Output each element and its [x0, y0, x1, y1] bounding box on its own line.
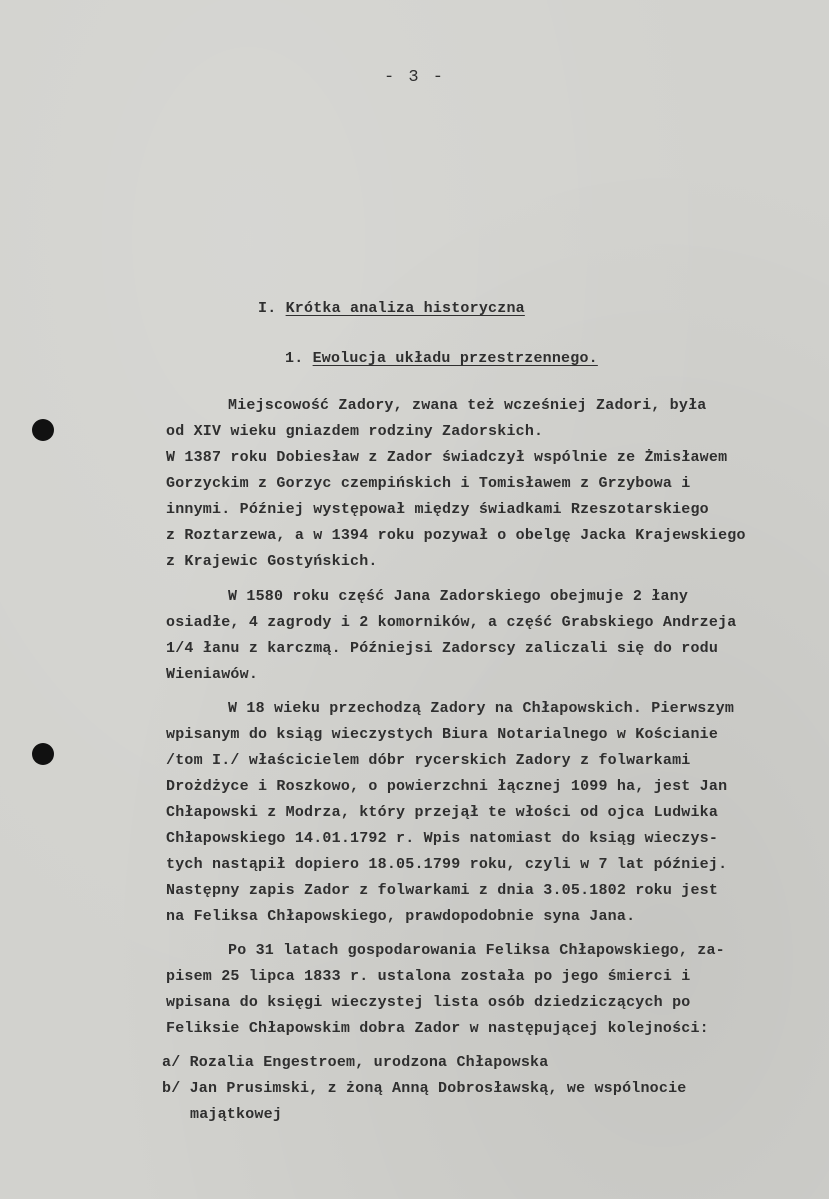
list-item-continuation: majątkowej: [190, 1106, 283, 1123]
text-line: Następny zapis Zador z folwarkami z dnia 3.05.1802 roku jest: [166, 882, 719, 899]
text-line: wpisanym do ksiąg wieczystych Biura Notarialnego w Kościanie: [166, 726, 719, 743]
text-line: na Feliksa Chłapowskiego, prawdopodobnie syna Jana.: [166, 908, 636, 925]
text-line: wpisana do księgi wieczystej lista osób dziedziczących po: [166, 994, 691, 1011]
subsection-number: 1.: [285, 350, 304, 367]
section-title: Krótka analiza historyczna: [285, 300, 525, 317]
text-line: /tom I./ właścicielem dóbr rycerskich Zadory z folwarkami: [166, 752, 691, 769]
text-line: Gorzyckim z Gorzyc czempińskich i Tomisławem z Grzybowa i: [166, 475, 691, 492]
text-line: Chłapowskiego 14.01.1792 r. Wpis natomiast do ksiąg wieczys-: [166, 830, 719, 847]
text-line: Wieniawów.: [166, 666, 259, 683]
text-line: z Roztarzewa, a w 1394 roku pozywał o obelgę Jacka Krajewskiego: [166, 527, 746, 544]
text-line: 1/4 łanu z karczmą. Późniejsi Zadorscy zaliczali się do rodu: [166, 640, 719, 657]
list-item: b/ Jan Prusimski, z żoną Anną Dobrosławską, we wspólnocie: [162, 1080, 687, 1097]
page-number: - 3 -: [383, 68, 445, 87]
text-line: Feliksie Chłapowskim dobra Zador w następującej kolejności:: [166, 1020, 709, 1037]
punch-hole-bottom: [32, 743, 54, 765]
subsection-title: Ewolucja układu przestrzennego.: [312, 350, 598, 367]
text-line: osiadłe, 4 zagrody i 2 komorników, a część Grabskiego Andrzeja: [166, 614, 737, 631]
text-line: W 1387 roku Dobiesław z Zador świadczył wspólnie ze Żmisławem: [166, 449, 728, 466]
text-line: Miejscowość Zadory, zwana też wcześniej Zadori, była: [228, 397, 707, 414]
text-line: od XIV wieku gniazdem rodziny Zadorskich.: [166, 423, 544, 440]
text-line: tych nastąpił dopiero 18.05.1799 roku, czyli w 7 lat później.: [166, 856, 728, 873]
text-line: W 18 wieku przechodzą Zadory na Chłapowskich. Pierwszym: [228, 700, 735, 717]
section-heading: [258, 296, 525, 322]
text-line: Drożdżyce i Roszkowo, o powierzchni łącznej 1099 ha, jest Jan: [166, 778, 728, 795]
text-line: Chłapowski z Modrza, który przejął te włości od ojca Ludwika: [166, 804, 719, 821]
section-number: I.: [258, 300, 277, 317]
list-item: a/ Rozalia Engestroem, urodzona Chłapowska: [162, 1054, 549, 1071]
text-line: z Krajewic Gostyńskich.: [166, 553, 378, 570]
text-line: Po 31 latach gospodarowania Feliksa Chłapowskiego, za-: [228, 942, 725, 959]
text-line: pisem 25 lipca 1833 r. ustalona została po jego śmierci i: [166, 968, 691, 985]
text-line: W 1580 roku część Jana Zadorskiego obejmuje 2 łany: [228, 588, 689, 605]
punch-hole-top: [32, 419, 54, 441]
text-line: innymi. Później występował między świadkami Rzeszotarskiego: [166, 501, 709, 518]
subsection-heading: [285, 346, 598, 372]
